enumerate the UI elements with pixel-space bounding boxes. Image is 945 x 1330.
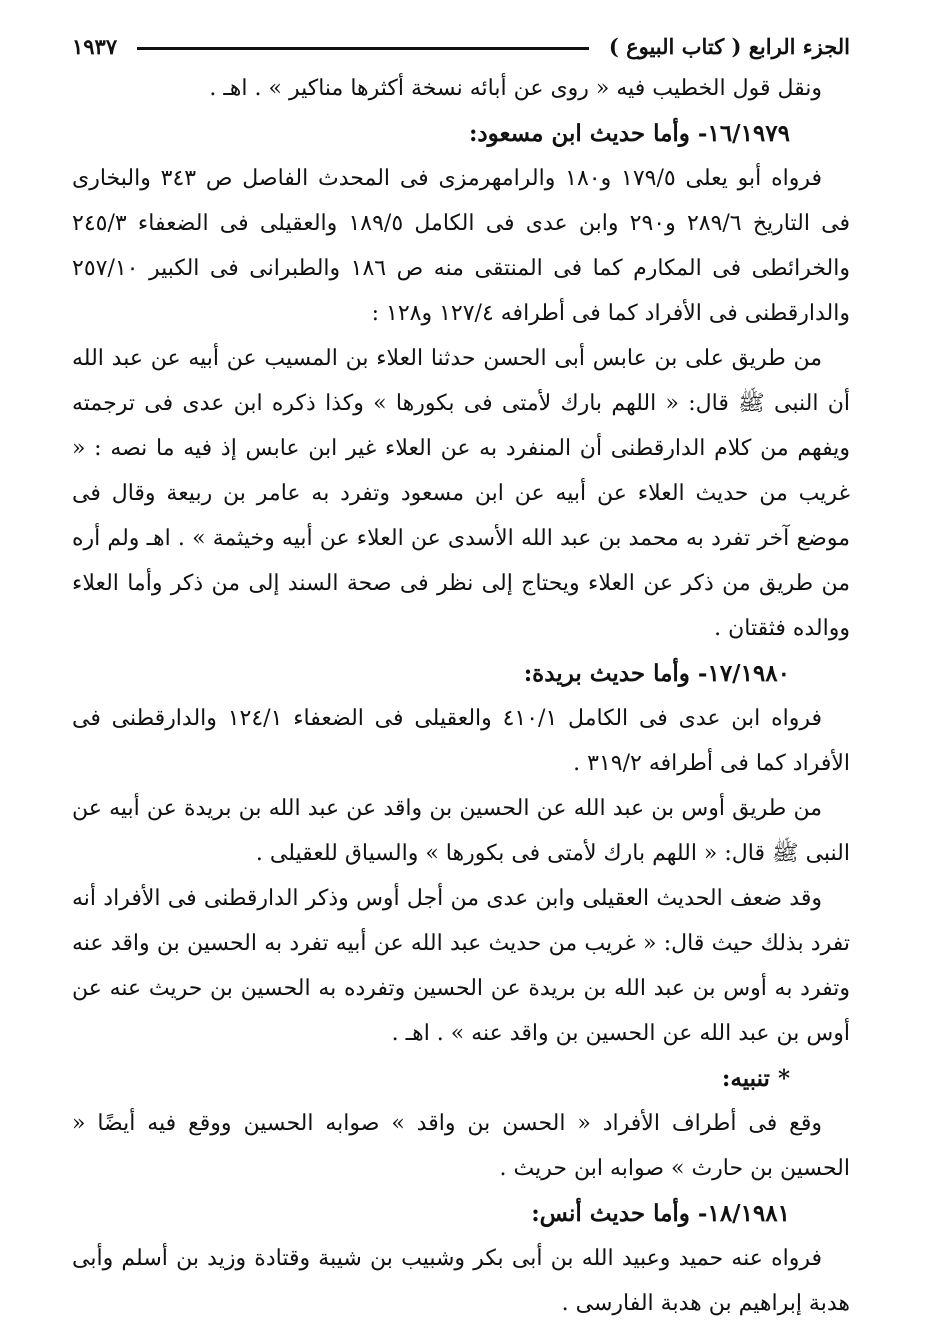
paragraph-ibn-masud-chain: من طريق على بن عابس أبى الحسن حدثنا العلاء بن المسيب عن أبيه عن عبد الله أن النبى ﷺ قال: « اللهم بارك لأمتى فى بكورها » وكذا ذكره ابن عدى فى ترجمته ويفهم من كلام الدارقطنى أن المنفرد به عن العلاء غير ابن عابس إذ فيه ما نصه : « غريب من حديث العلاء عن أبيه عن ابن مسعود وتفرد به عامر بن ربيعة وقال فى موضع آخر تفرد به محمد بن عبد الله الأسدى عن العلاء عن أبيه وخيثمة » . اهـ ولم أره من طريق من ذكر عن العلاء ويحتاج إلى نظر فى صحة السند إلى من ذكر وأما العلاء ووالده فثقتان . bbox=[72, 346, 850, 641]
paragraph-ibn-masud-sources: فرواه أبو يعلى ١٧٩/٥ و١٨٠ والرامهرمزى فى المحدث الفاصل ص ٣٤٣ والبخارى فى التاريخ ٢٨٩/٦ و٢٩٠ وابن عدى فى الكامل ١٨٩/٥ والعقيلى فى الضعفاء ٢٤٥/٣ والخرائطى فى المكارم كما فى المنتقى منه ص ١٨٦ والطبرانى فى الكبير ٢٥٧/١٠ والدارقطنى فى الأفراد كما فى أطرافه ١٢٧/٤ و١٢٨ : bbox=[72, 166, 850, 326]
paragraph-buraydah-sources: فرواه ابن عدى فى الكامل ٤١٠/١ والعقيلى فى الضعفاء ١٢٤/١ والدارقطنى فى الأفراد كما فى أطرافه ٣١٩/٢ . bbox=[72, 706, 850, 776]
page-number: ١٩٣٧ bbox=[72, 33, 118, 59]
section-heading-buraydah: ١٧/١٩٨٠- وأما حديث بريدة: bbox=[523, 660, 790, 687]
paragraph-khatib-quote: ونقل قول الخطيب فيه « روى عن أبائه نسخة أكثرها مناكير » . اهـ . bbox=[209, 76, 822, 101]
section-heading-anas: ١٨/١٩٨١- وأما حديث أنس: bbox=[531, 1200, 790, 1227]
section-heading-ibn-masud: ١٦/١٩٧٩- وأما حديث ابن مسعود: bbox=[468, 120, 790, 147]
paragraph-note: وقع فى أطراف الأفراد « الحسن بن واقد » صوابه الحسين ووقع فيه أيضًا « الحسين بن حارث » صوابه ابن حريث . bbox=[72, 1111, 850, 1181]
running-head: الجزء الرابع ( كتاب البيوع ) bbox=[608, 33, 850, 59]
paragraph-buraydah-chain: من طريق أوس بن عبد الله عن الحسين بن واقد عن عبد الله بن بريدة عن أبيه عن النبى ﷺ قال: « اللهم بارك لأمتى فى بكورها » والسياق للعقيلى . bbox=[72, 796, 850, 866]
page-header bbox=[72, 26, 850, 66]
header-rule bbox=[137, 47, 589, 50]
paragraph-anas-sources: فرواه عنه حميد وعبيد الله بن أبى بكر وشبيب بن شيبة وقتادة وزيد بن أسلم وأبى هدبة إبراهيم بن هدبة الفارسى . bbox=[72, 1246, 850, 1316]
book-page bbox=[72, 26, 850, 1316]
page-body bbox=[72, 66, 850, 1326]
note-heading: * تنبيه: bbox=[721, 1065, 790, 1092]
paragraph-buraydah-weakness: وقد ضعف الحديث العقيلى وابن عدى من أجل أوس وذكر الدارقطنى فى الأفراد أنه تفرد بذلك حيث قال: « غريب من حديث عبد الله عن أبيه تفرد به الحسين بن واقد عنه وتفرد به أوس بن عبد الله بن بريدة عن الحسين وتفرده به الحسين بن حريث عنه عن أوس بن عبد الله عن الحسين بن واقد عنه » . اهـ . bbox=[72, 886, 850, 1046]
